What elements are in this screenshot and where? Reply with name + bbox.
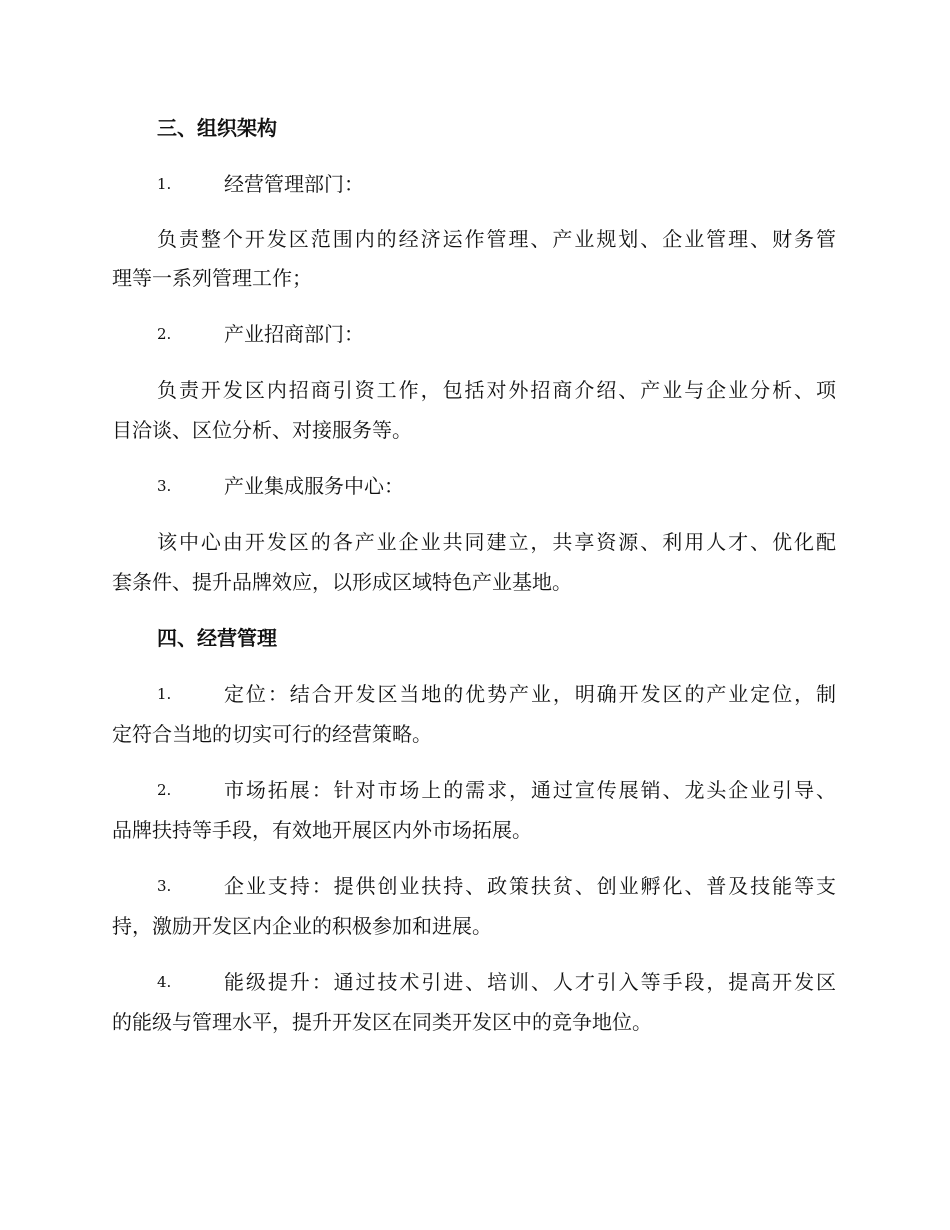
paragraph-line: 持，激励开发区内企业的积极参加和进展。: [112, 914, 492, 938]
list-number: 4.: [157, 973, 172, 991]
list-number: 3.: [157, 877, 172, 895]
list-item-line: 市场拓展：针对市场上的需求，通过宣传展销、龙头企业引导、: [224, 778, 836, 802]
paragraph-line: 的能级与管理水平，提升开发区在同类开发区中的竞争地位。: [112, 1010, 652, 1034]
list-number: 1.: [157, 175, 172, 193]
paragraph-line: 套条件、提升品牌效应，以形成区域特色产业基地。: [112, 570, 572, 594]
paragraph-line: 定符合当地的切实可行的经营策略。: [112, 722, 432, 746]
section-heading: 四、经营管理: [157, 626, 277, 650]
paragraph-line: 理等一系列管理工作；: [112, 266, 312, 290]
list-number: 2.: [157, 781, 172, 799]
paragraph-line: 目洽谈、区位分析、对接服务等。: [112, 418, 412, 442]
list-item-title: 经营管理部门：: [224, 172, 364, 196]
list-number: 2.: [157, 325, 172, 343]
list-number: 1.: [157, 685, 172, 703]
paragraph-line: 品牌扶持等手段，有效地开展区内外市场拓展。: [112, 818, 532, 842]
section-heading: 三、组织架构: [157, 116, 277, 140]
list-number: 3.: [157, 477, 172, 495]
list-item-title: 产业集成服务中心：: [224, 474, 404, 498]
list-item-line: 企业支持：提供创业扶持、政策扶贫、创业孵化、普及技能等支: [224, 874, 836, 898]
list-item-title: 产业招商部门：: [224, 322, 364, 346]
paragraph-line: 负责整个开发区范围内的经济运作管理、产业规划、企业管理、财务管: [157, 227, 836, 251]
list-item-line: 定位：结合开发区当地的优势产业，明确开发区的产业定位，制: [224, 682, 836, 706]
paragraph-line: 该中心由开发区的各产业企业共同建立，共享资源、利用人才、优化配: [157, 530, 836, 554]
paragraph-line: 负责开发区内招商引资工作，包括对外招商介绍、产业与企业分析、项: [157, 378, 836, 402]
list-item-line: 能级提升：通过技术引进、培训、人才引入等手段，提高开发区: [224, 970, 836, 994]
